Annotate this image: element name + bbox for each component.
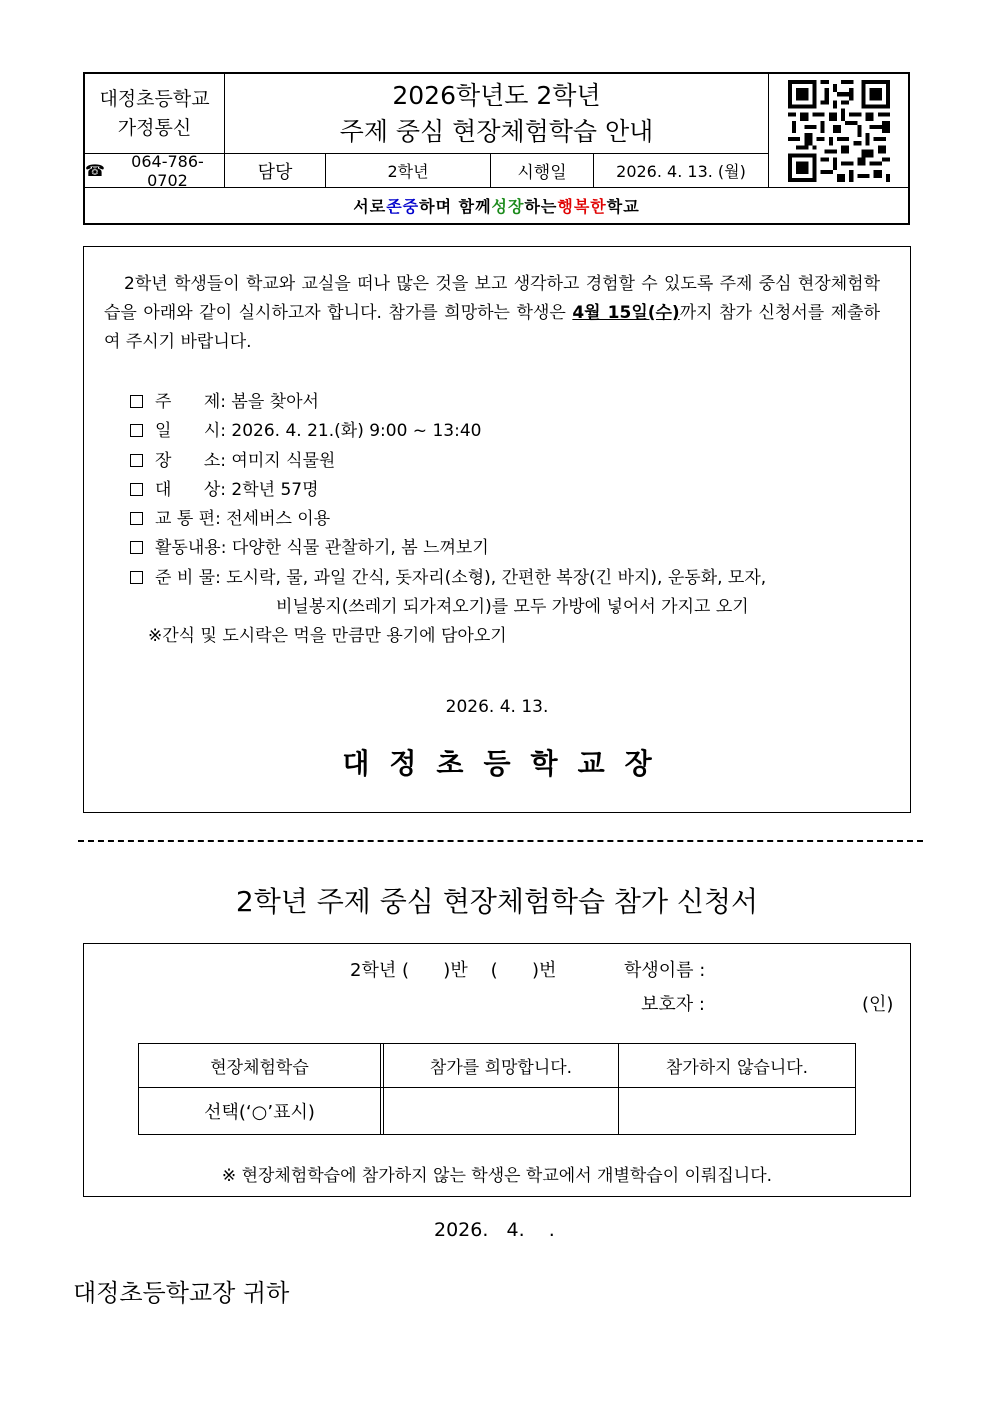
slogan-part: 하는 — [524, 197, 558, 216]
item-label: 교 통 편: — [155, 509, 221, 530]
item-value: 다양한 식물 관찰하기, 봄 느껴보기 — [231, 538, 489, 559]
note-text: ※간식 및 도시락은 먹을 만큼만 용기에 담아오기 — [148, 626, 507, 647]
detail-list — [130, 388, 890, 652]
slogan-word-respect: 존중 — [386, 197, 420, 216]
item-value: 봄을 찾아서 — [231, 392, 319, 412]
phone-cell — [85, 151, 224, 190]
item-value: 전세버스 이용 — [226, 509, 331, 530]
list-item — [130, 564, 890, 593]
school-slogan — [85, 188, 908, 223]
item-label: 일 시: — [155, 421, 226, 442]
school-label — [85, 74, 224, 153]
checkbox-icon — [130, 483, 143, 496]
slogan-part: 서로 — [353, 197, 387, 216]
list-item — [130, 447, 890, 476]
slogan-word-growth: 성장 — [491, 197, 525, 216]
divider — [380, 1044, 381, 1134]
form-title: 2학년 주제 중심 현장체험학습 참가 신청서 — [235, 885, 759, 918]
table-header-activity: 현장체험학습 — [210, 1058, 309, 1078]
checkbox-icon — [130, 541, 143, 554]
list-item — [130, 417, 890, 446]
issue-date-label: 시행일 — [517, 163, 567, 183]
header-table — [83, 72, 910, 225]
title-line-2: 주제 중심 현장체험학습 안내 — [339, 116, 654, 146]
charge-value: 2학년 — [387, 162, 429, 181]
seal-mark: (인) — [862, 994, 894, 1015]
slogan-part: 하며 함께 — [419, 197, 492, 216]
item-label: 주 제: — [155, 392, 226, 412]
slogan-word-happy: 행복한 — [557, 197, 607, 216]
notice-date: 2026. 4. 13. — [445, 697, 549, 717]
title-line-1: 2026학년도 2학년 — [392, 80, 601, 110]
addressee: 대정초등학교장 귀하 — [73, 1279, 290, 1307]
deadline-date: 4월 15일(수) — [572, 303, 680, 323]
list-item — [130, 505, 890, 534]
checkbox-icon — [130, 571, 143, 584]
item-label: 준 비 물: — [155, 567, 221, 588]
document-title — [225, 74, 768, 153]
qr-code-icon — [769, 74, 908, 187]
item-value: 도시락, 물, 과일 간식, 돗자리(소형), 간편한 복장(긴 바지), 운동화, 모자, — [226, 567, 767, 588]
phone-icon: ☎ — [85, 161, 105, 180]
paragraph-text: 2학년 학생들이 학교와 교실을 떠나 많은 것을 보고 생각하고 경험할 수 있도록 주제 중심 현장체험학습을 아래와 같이 실시하고자 합니다. 참가를 희망하는 학생은 — [104, 274, 880, 323]
school-name: 대정초등학교 — [99, 87, 210, 110]
checkbox-icon — [130, 512, 143, 525]
list-item — [130, 476, 890, 505]
phone-number: 064-786-0702 — [131, 151, 204, 190]
table-header-participate: 참가를 희망합니다. — [429, 1058, 573, 1078]
grade-class-number-field[interactable]: 2학년 ( )반 ( )번 — [350, 960, 557, 981]
checkbox-icon — [130, 454, 143, 467]
charge-label: 담당 — [257, 161, 293, 183]
issue-date-value: 2026. 4. 13. (월) — [616, 162, 746, 181]
student-name-field[interactable]: 학생이름 : — [624, 960, 706, 981]
item-label: 활동내용: — [155, 538, 227, 559]
cut-line — [78, 840, 923, 842]
guardian-field[interactable]: 보호자 : — [641, 994, 705, 1015]
checkbox-icon — [130, 395, 143, 408]
item-value: 2학년 57명 — [231, 479, 319, 500]
selection-table — [138, 1043, 856, 1135]
item-label: 장 소: — [155, 450, 226, 471]
list-item — [130, 534, 890, 563]
form-date: 2026. 4. . — [434, 1219, 555, 1241]
list-item — [130, 388, 890, 417]
form-note: ※ 현장체험학습에 참가하지 않는 학생은 학교에서 개별학습이 이뤄집니다. — [221, 1166, 773, 1186]
table-header-not-participate: 참가하지 않습니다. — [665, 1058, 809, 1078]
newsletter-label: 가정통신 — [117, 116, 192, 139]
notice-paragraph — [104, 270, 880, 357]
slogan-part: 학교 — [606, 197, 640, 216]
principal-signature: 대정초등학교장 — [342, 747, 672, 780]
paragraph-text: 까지 참가 신청서를 제출하여 주시기 바랍니다. — [104, 303, 880, 352]
item-label: 대 상: — [155, 479, 226, 500]
list-item-continuation: 비닐봉지(쓰레기 되가져오기)를 모두 가방에 넣어서 가지고 오기 — [276, 597, 749, 618]
checkbox-icon — [130, 424, 143, 437]
not-participate-select-cell[interactable] — [619, 1088, 855, 1134]
item-value: 여미지 식물원 — [231, 450, 336, 471]
participate-select-cell[interactable] — [384, 1088, 618, 1134]
item-value: 2026. 4. 21.(화) 9:00 ~ 13:40 — [231, 421, 482, 442]
table-row-label: 선택(‘○’표시) — [204, 1102, 315, 1123]
